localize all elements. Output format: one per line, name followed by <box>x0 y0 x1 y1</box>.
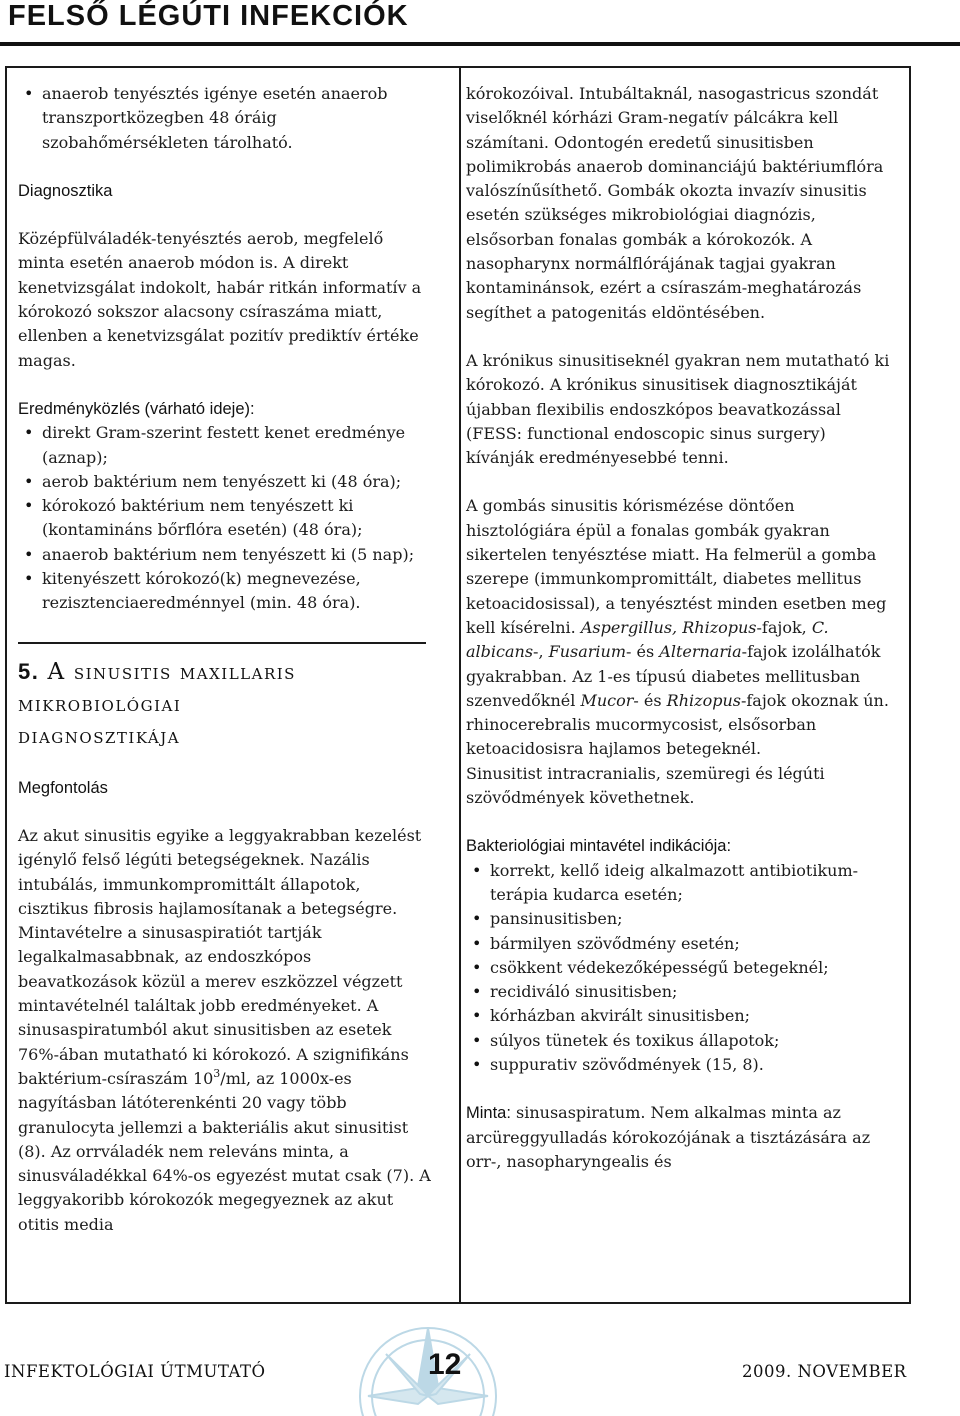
consideration-text-part2: /ml, az 1000x-es nagyításban látóterenkénti 20 vagy több granulocyta jellemzi a bakteriális akut sinusitist (8). Az orrváladék nem releváns minta, a sinusváladékkal 64%-os egyezést mutat csak (7). A leggyakoribb kórokozók megegyeznek az akut otitis media <box>18 1068 431 1234</box>
consideration-text <box>18 824 432 1237</box>
list-item: • recidiváló sinusitisben; <box>466 980 896 1004</box>
list-item: • direkt Gram-szerint festett kenet eredménye (aznap); <box>18 421 432 470</box>
paragraph: kórokozóival. Intubáltaknál, nasogastricus szondát viselőknél kórházi Gram-negatív pálcákra kell számítani. Odontogén eredetű sinusitisben polimikrobás anaerob dominanciájú baktériumflóra valószínűsíthető. Gombák okozta invazív sinusitis esetén szükséges mikrobiológiai diagnózis, elsősorban fonalas gombák a kórokozók. A nasopharynx normálflórájának tagjai gyakran kontaminánsok, ezért a csíraszám-meghatározás segíthet a patogenitás eldöntésében. <box>466 84 884 322</box>
list-item: • anaerob tenyésztés igénye esetén anaerob transzportközegben 48 óráig szobahőmérsékleten tárolható. <box>18 82 432 155</box>
diagnosis-text: Középfülváladék-tenyésztés aerob, megfelelő minta esetén anaerob módon is. A direkt kenetvizsgálat indokolt, habár ritkán informatív a kórokozó sokszor alacsony csíraszáma miatt, ellenben a kenetvizsgálat pozitív prediktív értéke magas. <box>18 229 422 370</box>
section-rule <box>18 642 426 644</box>
section-title-line1: sinusitis maxillaris <box>73 659 296 684</box>
species-name: Fusarium <box>548 642 627 662</box>
species-name: Alternaria <box>659 642 742 662</box>
list-item: • kórokozó baktérium nem tenyészett ki (kontamináns bőrflóra esetén) (48 óra); <box>18 494 432 543</box>
right-column <box>466 82 896 1174</box>
diagnosis-heading: Diagnosztika <box>18 181 113 200</box>
text-run: A gombás sinusitis kórismézése döntően hisztológiára épül a fonalas gombák gyakran sikertelen tenyésztése miatt. Ha felmerül a gomba szerepe (immunkompromittált, diabetes mellitus ketoacidosissal), a tenyésztést minden esetben meg kell kísérelni. <box>466 496 887 637</box>
column-divider <box>459 68 461 1302</box>
footer-right: 2009. NOVEMBER <box>742 1362 907 1381</box>
left-column <box>18 82 432 1237</box>
list-item: • pansinusitisben; <box>466 907 896 931</box>
species-name: C. albicans <box>466 617 829 662</box>
list-item: • aerob baktérium nem tenyészett ki (48 óra); <box>18 470 432 494</box>
exponent: 3 <box>213 1066 221 1080</box>
result-heading: Eredményközlés (várható ideje): <box>18 399 255 418</box>
paragraph <box>466 494 896 761</box>
footer-left: INFEKTOLÓGIAI ÚTMUTATÓ <box>4 1362 266 1381</box>
page-header-title: FELSŐ LÉGÚTI INFEKCIÓK <box>8 0 409 32</box>
text-run: -fajok okoznak ún. rhinocerebralis mucormycosist, elsősorban ketoacidosisra hajlamos betegeknél. <box>466 690 889 759</box>
list-item: • kitenyészett kórokozó(k) megnevezése, rezisztenciaeredménnyel (min. 48 óra). <box>18 567 432 616</box>
section-title-initial: A <box>47 658 66 685</box>
text-run: -, <box>533 642 549 662</box>
page-number: 12 <box>428 1348 462 1381</box>
section-number: 5. <box>18 658 40 684</box>
sample-label: Minta: <box>466 1104 511 1123</box>
sample-paragraph <box>466 1101 896 1174</box>
result-list <box>18 421 432 615</box>
section-title-line2: mikrobiológiai <box>18 691 182 716</box>
indication-list <box>466 859 896 1078</box>
section-title-line3: diagnosztikája <box>18 723 181 748</box>
content-frame <box>5 66 911 1304</box>
text-run: -fajok izolálhatók gyakrabban. Az 1-es típusú diabetes mellitusban szenvedőknél <box>466 642 881 710</box>
species-name: Rhizopus <box>666 690 741 710</box>
list-item: • korrekt, kellő ideig alkalmazott antibiotikum-terápia kudarca esetén; <box>466 859 896 908</box>
text-run: - és <box>626 642 660 662</box>
sample-text: sinusaspiratum. Nem alkalmas minta az arcüreggyulladás kórokozójának a tisztázására az orr-, nasopharyngealis és <box>466 1103 871 1171</box>
list-item: • kórházban akvirált sinusitisben; <box>466 1004 896 1028</box>
list-item: • bármilyen szövődmény esetén; <box>466 932 896 956</box>
text-run: - és <box>633 690 667 710</box>
header-rule <box>0 42 960 46</box>
species-name: Mucor <box>580 690 634 710</box>
consideration-heading: Megfontolás <box>18 778 108 797</box>
intro-list <box>18 82 432 155</box>
indication-heading: Bakteriológiai mintavétel indikációja: <box>466 837 732 856</box>
text-run: -fajok, <box>756 617 812 637</box>
consideration-text-part1: Az akut sinusitis egyike a leggyakrabban kezelést igénylő felső légúti betegségeknek. Nazális intubálás, immunkompromittált állapotok, cisztikus fibrosis hajlamosítanak a betegségre. Mintavételre a sinusaspiratiót tartják legalkalmasabbnak, az endoszkópos beavatkozások közül a merev eszközzel végzett mintavételnél találtak jobb eredményeket. A sinusaspiratumból akut sinusitisben az esetek 76%-ában mutatható ki kórokozó. A szignifikáns baktérium-csíraszám 10 <box>18 825 422 1088</box>
paragraph: Sinusitist intracranialis, szemüregi és légúti szövődmények követhetnek. <box>466 763 825 808</box>
list-item: • anaerob baktérium nem tenyészett ki (5 nap); <box>18 543 432 567</box>
list-item: • suppurativ szövődmények (15, 8). <box>466 1053 896 1077</box>
list-item: • csökkent védekezőképességű betegeknél; <box>466 956 896 980</box>
species-name: Aspergillus, Rhizopus <box>580 617 757 637</box>
paragraph: A krónikus sinusitiseknél gyakran nem mutatható ki kórokozó. A krónikus sinusitisek diagnosztikáját újabban flexibilis endoszkópos beavatkozással (FESS: functional endoscopic sinus surgery) kívánják eredményesebbé tenni. <box>466 350 890 468</box>
list-item: • súlyos tünetek és toxikus állapotok; <box>466 1029 896 1053</box>
section-title <box>18 656 432 752</box>
